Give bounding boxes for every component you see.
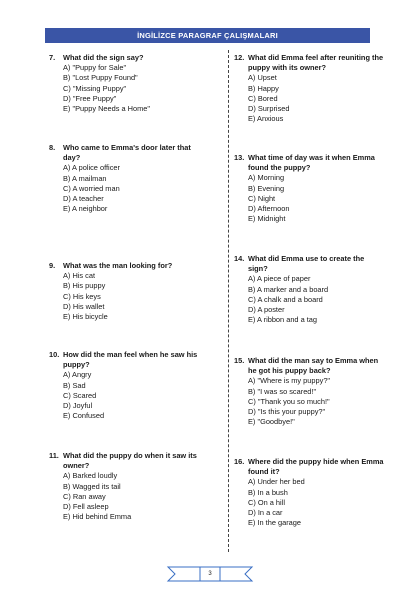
question-8 (49, 143, 199, 214)
option-e: E) Confused (63, 411, 105, 421)
option-d: D) Surprised (248, 104, 290, 114)
option-c: C) Ran away (63, 491, 106, 501)
option-a: A) His cat (63, 271, 96, 281)
option-c: C) A chalk and a board (248, 294, 323, 304)
question-number: 9. (49, 261, 56, 270)
question-16 (234, 457, 384, 528)
option-c: C) His keys (63, 291, 101, 301)
option-d: D) In a car (248, 508, 283, 518)
page-indicator (166, 565, 254, 583)
question-text: What time of day was it when Emma found the puppy? (248, 153, 375, 173)
option-a: A) Upset (248, 73, 277, 83)
option-b: B) In a bush (248, 487, 288, 497)
question-text: What did Emma use to create the sign? (248, 254, 365, 274)
option-a: A) Barked loudly (63, 471, 118, 481)
option-d: D) A teacher (63, 194, 104, 204)
option-e: E) In the garage (248, 518, 302, 528)
question-text: What was the man looking for? (63, 261, 173, 270)
option-a: A) Under her bed (248, 477, 305, 487)
question-number: 10. (49, 350, 60, 359)
option-c: C) Bored (248, 93, 278, 103)
option-e: E) A neighbor (63, 204, 108, 214)
option-e: E) Anxious (248, 114, 284, 124)
question-number: 12. (234, 53, 245, 62)
option-b: B) His puppy (63, 281, 106, 291)
option-e: E) "Puppy Needs a Home" (63, 104, 150, 114)
option-e: E) Hid behind Emma (63, 512, 132, 522)
option-e: E) His bicycle (63, 312, 108, 322)
question-stem (49, 53, 199, 63)
option-c: C) "Thank you so much!" (248, 396, 330, 406)
option-e: E) "Goodbye!" (248, 417, 295, 427)
option-a: A) A piece of paper (248, 274, 311, 284)
question-stem (234, 356, 384, 376)
option-d: D) His wallet (63, 301, 105, 311)
question-stem (234, 457, 384, 477)
option-d: D) Fell asleep (63, 502, 109, 512)
option-a: A) "Where is my puppy?" (248, 376, 331, 386)
option-a: A) A police officer (63, 163, 120, 173)
option-c: C) On a hill (248, 497, 285, 507)
question-text: What did the man say to Emma when he got his puppy back? (248, 356, 379, 376)
question-text: What did the sign say? (63, 53, 144, 62)
option-b: B) A mailman (63, 173, 107, 183)
option-b: B) Sad (63, 380, 86, 390)
option-a: A) Angry (63, 370, 92, 380)
question-stem (49, 261, 199, 271)
question-stem (234, 53, 384, 73)
question-number: 8. (49, 143, 56, 152)
question-9 (49, 261, 199, 322)
question-text: What did the puppy do when it saw its owner? (63, 451, 197, 471)
option-d: D) "Is this your puppy?" (248, 407, 326, 417)
option-b: B) Wagged its tail (63, 481, 121, 491)
option-c: C) "Missing Puppy" (63, 83, 127, 93)
question-stem (49, 350, 199, 370)
option-d: D) Afternoon (248, 204, 290, 214)
question-text: How did the man feel when he saw his puppy? (63, 350, 198, 370)
question-number: 11. (49, 451, 59, 460)
question-stem (49, 143, 199, 163)
question-text: Where did the puppy hide when Emma found it? (248, 457, 384, 477)
option-e: E) A ribbon and a tag (248, 315, 318, 325)
question-number: 15. (234, 356, 245, 365)
question-number: 7. (49, 53, 56, 62)
page-header-banner (45, 28, 370, 43)
question-10 (49, 350, 199, 421)
question-stem (49, 451, 199, 471)
option-d: D) "Free Puppy" (63, 93, 117, 103)
question-text: What did Emma feel after reuniting the puppy with its owner? (248, 53, 384, 73)
option-b: B) Evening (248, 183, 285, 193)
option-b: B) A marker and a board (248, 284, 329, 294)
question-15 (234, 356, 384, 427)
question-stem (234, 254, 384, 274)
option-a: A) "Puppy for Sale" (63, 63, 127, 73)
option-b: B) Happy (248, 83, 279, 93)
page-number: 3 (208, 571, 212, 577)
column-divider (228, 50, 229, 552)
question-7 (49, 53, 199, 114)
option-d: D) A poster (248, 305, 285, 315)
option-c: C) Night (248, 193, 276, 203)
option-e: E) Midnight (248, 214, 286, 224)
option-c: C) A worried man (63, 183, 120, 193)
option-a: A) Morning (248, 173, 285, 183)
question-12 (234, 53, 384, 124)
question-number: 16. (234, 457, 245, 466)
page-title: İNGİLİZCE PARAGRAF ÇALIŞMALARI (137, 31, 278, 40)
option-b: B) "I was so scared!" (248, 386, 317, 396)
question-text: Who came to Emma's door later that day? (63, 143, 191, 163)
option-b: B) "Lost Puppy Found" (63, 73, 138, 83)
question-number: 13. (234, 153, 245, 162)
question-13 (234, 153, 384, 224)
question-14 (234, 254, 384, 325)
option-c: C) Scared (63, 390, 97, 400)
question-number: 14. (234, 254, 245, 263)
question-11 (49, 451, 199, 522)
question-stem (234, 153, 384, 173)
option-d: D) Joyful (63, 401, 93, 411)
